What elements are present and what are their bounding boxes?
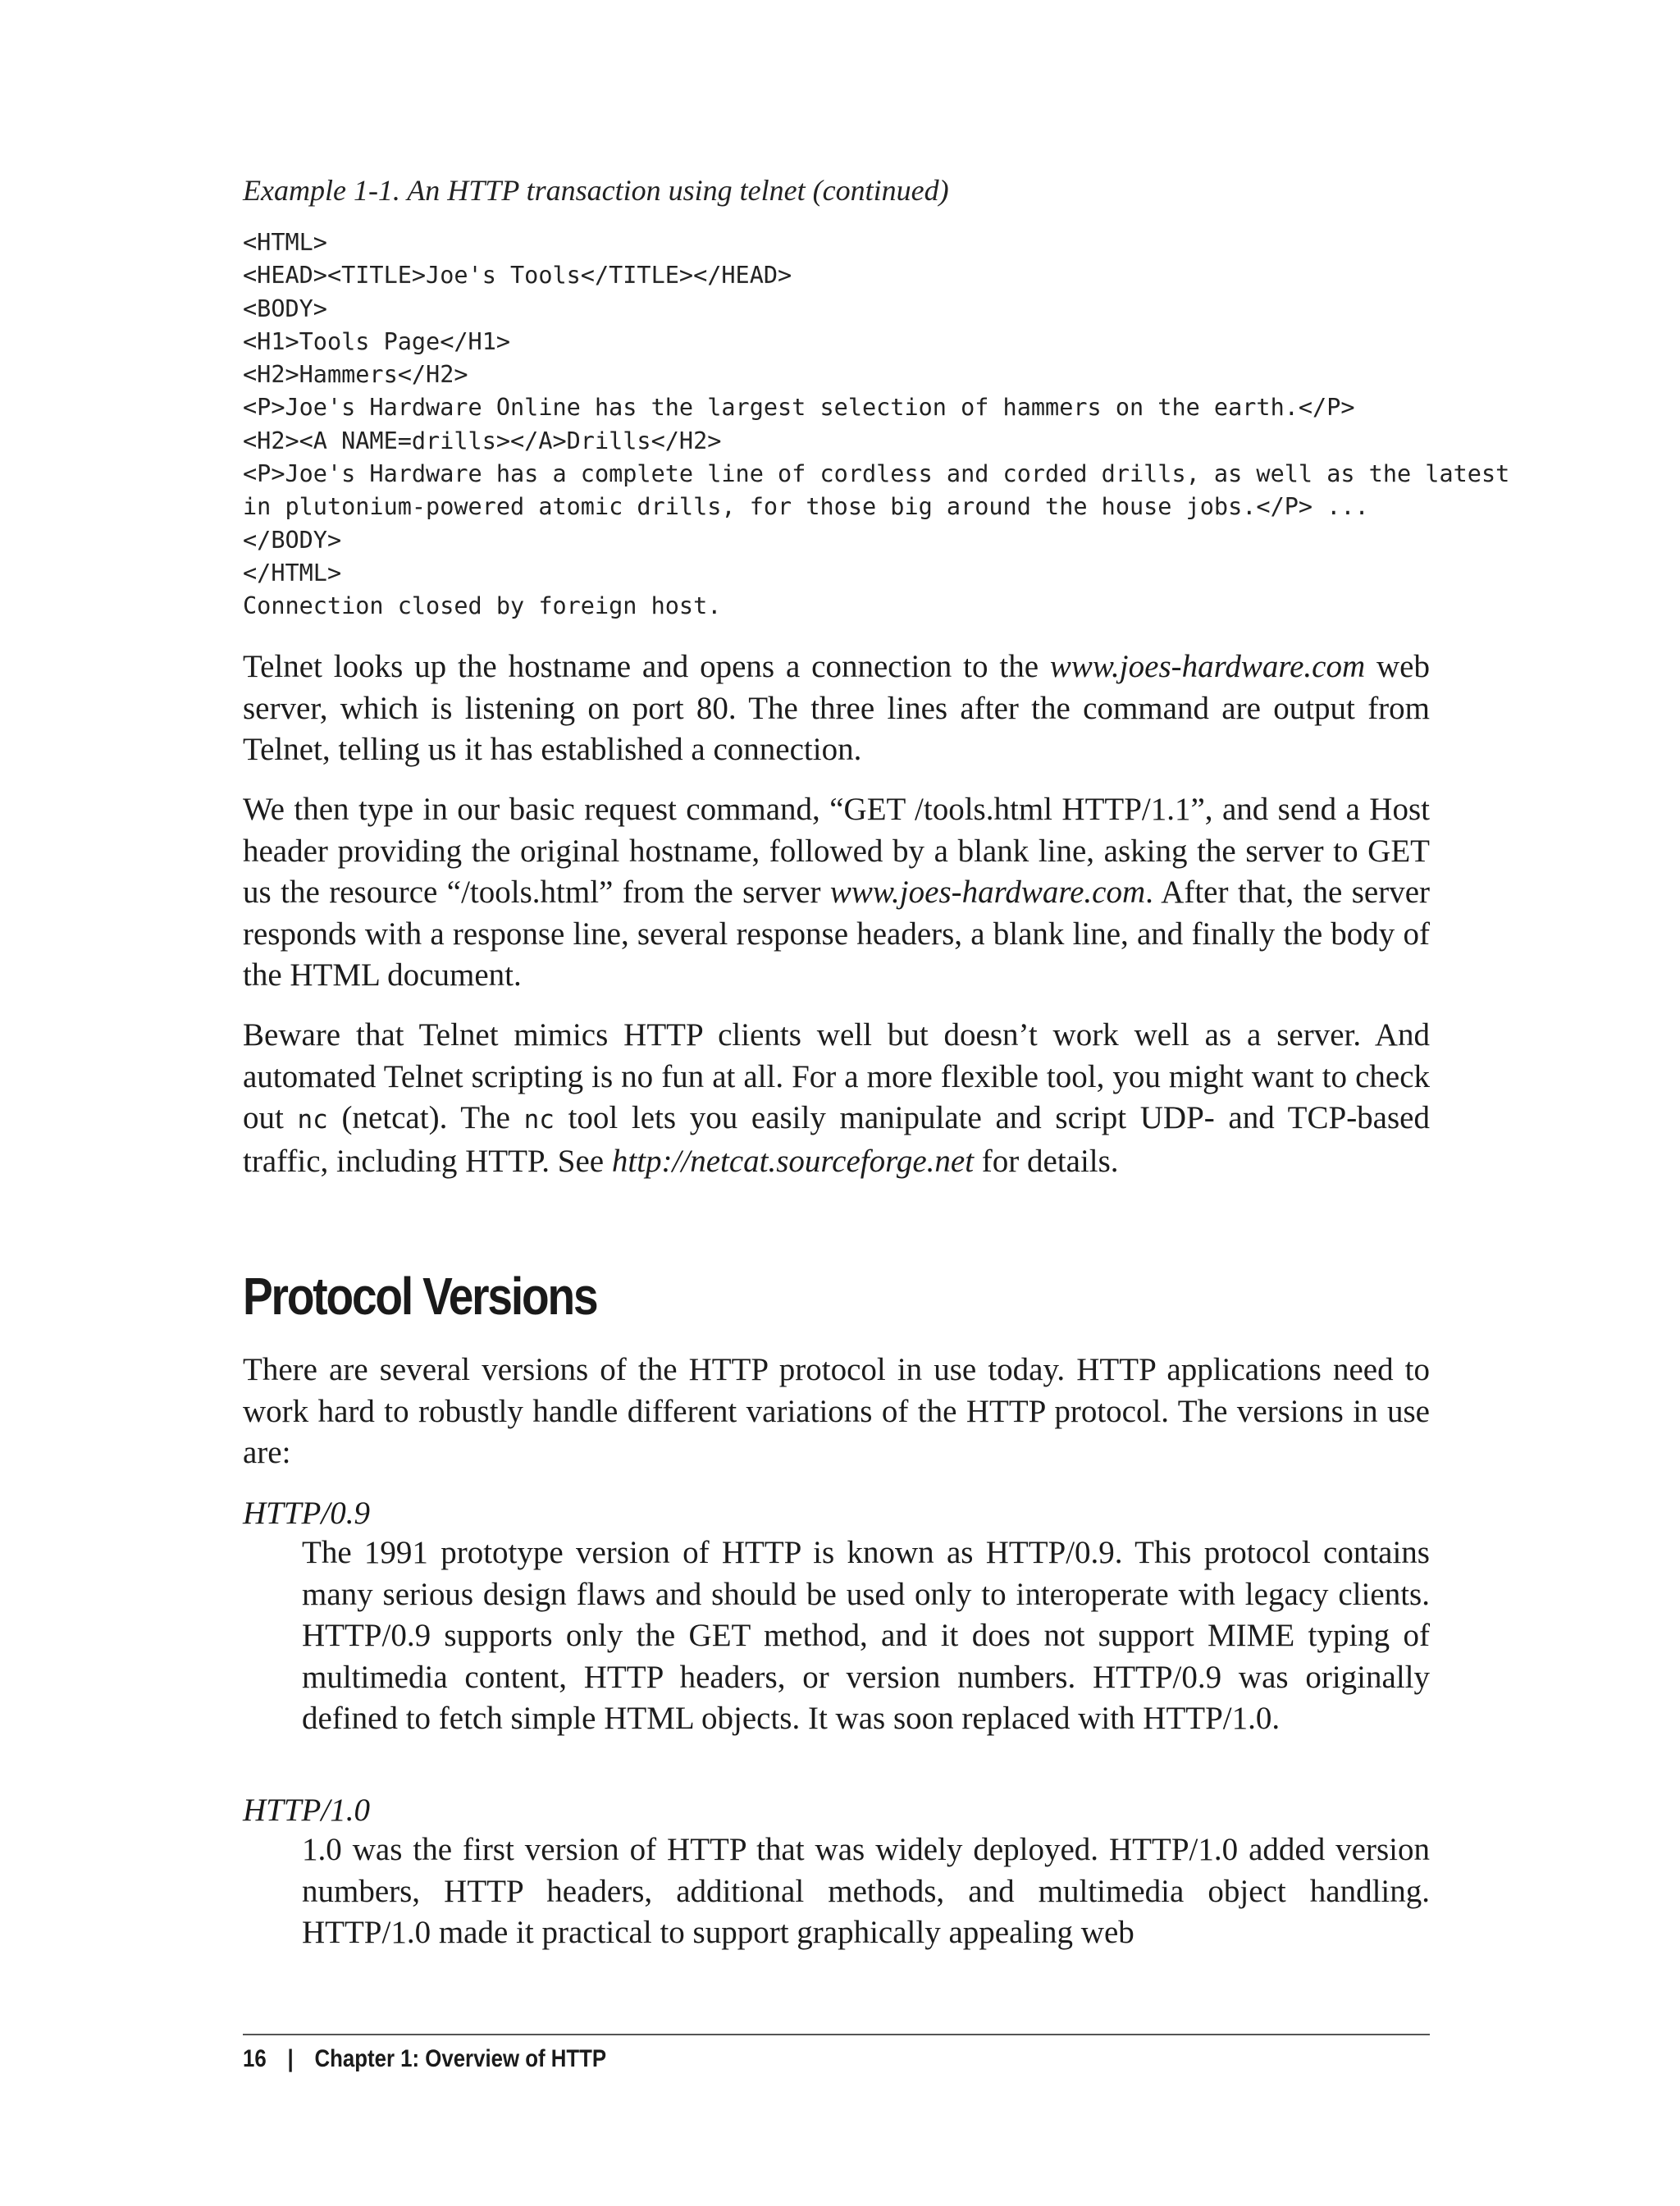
footer-rule <box>243 2034 1430 2035</box>
code-line: <H2><A NAME=drills></A>Drills</H2> <box>243 427 722 454</box>
definition-term: HTTP/1.0 <box>243 1793 370 1828</box>
paragraph-telnet-lookup <box>243 646 1430 771</box>
code-listing <box>243 226 1509 623</box>
paragraph-text: tool lets you easily manipulate and script UDP- and TCP-based traffic, including HTTP. See <box>243 1100 1430 1179</box>
code-line: <BODY> <box>243 295 327 322</box>
paragraph-netcat <box>243 1015 1430 1182</box>
definition-body: 1.0 was the first version of HTTP that was widely deployed. HTTP/1.0 added version numbers, HTTP headers, additional methods, and multimedia object handling. HTTP/1.0 made it practical to support graphically appealing web <box>302 1832 1430 1950</box>
example-caption: Example 1-1. An HTTP transaction using telnet (continued) <box>243 174 949 207</box>
hostname-text: www.joes-hardware.com <box>1049 649 1366 684</box>
code-line: Connection closed by foreign host. <box>243 592 722 620</box>
book-page <box>243 0 1510 2206</box>
hostname-text: www.joes-hardware.com <box>829 875 1146 910</box>
code-line: <HEAD><TITLE>Joe's Tools</TITLE></HEAD> <box>243 262 792 290</box>
netcat-url: http://netcat.sourceforge.net <box>611 1143 975 1179</box>
paragraph-text: web server, which is listening on port 80. The three lines after the command are output from Telnet, telling us it has established a connection. <box>243 649 1430 767</box>
section-heading: Protocol Versions <box>243 1267 597 1326</box>
paragraph-versions-intro: There are several versions of the HTTP protocol in use today. HTTP applications need to work hard to robustly handle different variations of the HTTP protocol. The versions in use are: <box>243 1352 1430 1470</box>
paragraph-text: (netcat). The <box>327 1100 524 1135</box>
paragraph-text: . After that, the server responds with a response line, several response headers, a blank line, and finally the body of the HTML document. <box>243 875 1430 993</box>
paragraph-text: Beware that Telnet mimics HTTP clients well but doesn’t work well as a server. And automated Telnet scripting is no fun at all. For a more flexible tool, you might want to check out <box>243 1017 1430 1135</box>
code-line: <HTML> <box>243 229 327 256</box>
inline-code-nc: nc <box>523 1105 555 1135</box>
footer-separator: | <box>287 2045 294 2072</box>
code-line: <P>Joe's Hardware Online has the largest selection of hammers on the earth.</P> <box>243 394 1355 422</box>
code-line: <P>Joe's Hardware has a complete line of cordless and corded drills, as well as the latest <box>243 460 1510 488</box>
page-number: 16 <box>243 2045 267 2072</box>
definition-body: The 1991 prototype version of HTTP is known as HTTP/0.9. This protocol contains many serious design flaws and should be used only to interoperate with legacy clients. HTTP/0.9 supports only the GET method, and it does not support MIME typing of multimedia content, HTTP headers, or version numbers. HTTP/0.9 was originally defined to fetch simple HTML objects. It was soon replaced with HTTP/1.0. <box>302 1535 1430 1736</box>
code-line: <H2>Hammers</H2> <box>243 361 468 389</box>
page-footer <box>243 2043 606 2076</box>
code-line: in plutonium-powered atomic drills, for those big around the house jobs.</P> ... <box>243 493 1369 521</box>
paragraph-text: Telnet looks up the hostname and opens a connection to the <box>243 649 1050 684</box>
code-line: </BODY> <box>243 526 342 554</box>
paragraph-text: for details. <box>974 1143 1119 1179</box>
definition-term: HTTP/0.9 <box>243 1496 370 1531</box>
paragraph-text: We then type in our basic request command, “GET /tools.html HTTP/1.1”, and send a Host header providing the original hostname, followed by a blank line, asking the server to GET us the resource “/tools.html” from the server <box>243 792 1430 910</box>
code-line: <H1>Tools Page</H1> <box>243 327 511 355</box>
code-line: </HTML> <box>243 559 342 587</box>
paragraph-request-command <box>243 789 1430 997</box>
chapter-title: Chapter 1: Overview of HTTP <box>314 2045 607 2072</box>
inline-code-nc: nc <box>297 1105 328 1135</box>
